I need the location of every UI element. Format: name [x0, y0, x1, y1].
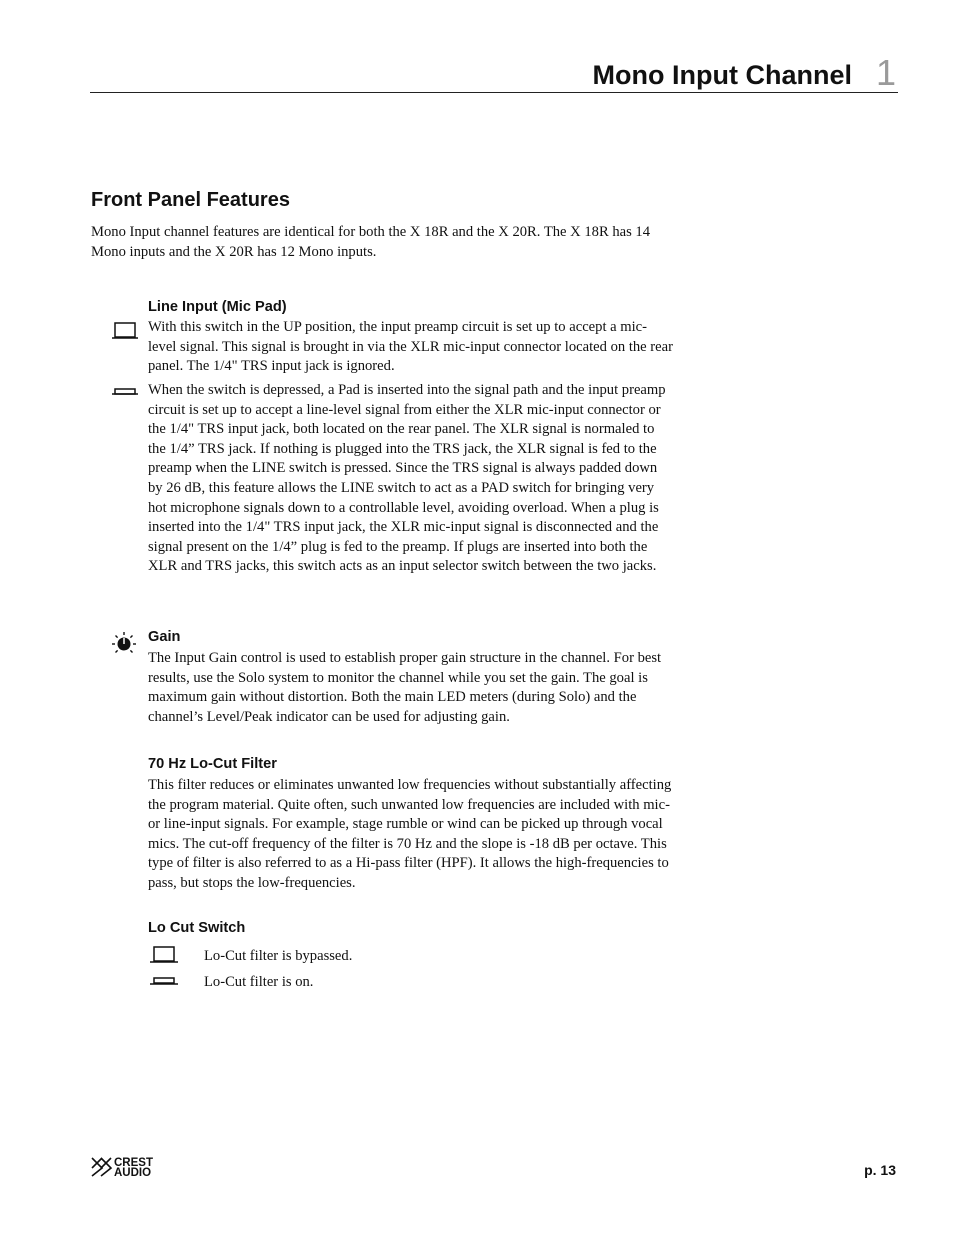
header-divider	[90, 92, 898, 93]
section-title: Front Panel Features	[91, 189, 290, 211]
locut-on-text: Lo-Cut filter is on.	[204, 974, 314, 990]
gain-text: The Input Gain control is used to establish proper gain structure in the channel. For best results, use the Solo system to monitor the channel while you set the gain. The goal is maximum gain without distortion. Both the main LED meters (during Solo) and the channel’s Level/Peak indicator can be used for adjusting gain.	[148, 650, 662, 725]
logo-text-crest: CREST	[114, 1157, 153, 1169]
gain-heading: Gain	[148, 629, 181, 645]
locut-switch-heading: Lo Cut Switch	[148, 920, 246, 936]
line-input-heading: Line Input (Mic Pad)	[148, 299, 287, 315]
logo-text-audio: AUDIO	[114, 1167, 152, 1179]
chapter-number: 1	[875, 52, 896, 93]
switch-up-icon	[149, 945, 179, 965]
page-number: p. 13	[864, 1162, 896, 1178]
switch-down-icon	[149, 975, 179, 989]
switch-down-icon	[111, 384, 139, 398]
chapter-title: Mono Input Channel	[592, 60, 852, 90]
line-input-up-text: With this switch in the UP position, the input preamp circuit is set up to accept a mic-level signal. This signal is brought in via the XLR mic-input connector located on the rear panel. The 1/4" TRS input jack is ignored.	[148, 319, 673, 375]
locut-filter-heading: 70 Hz Lo-Cut Filter	[148, 756, 277, 772]
line-input-down-text: When the switch is depressed, a Pad is inserted into the signal path and the input preamp circuit is set up to accept a line-level signal from either the XLR mic-input connector or the 1/4" TRS input jack, both located on the rear panel. The XLR signal is normaled to the 1/4” TRS jack. If nothing is plugged into the TRS jack, the XLR signal is fed to the preamp when the LINE switch is pressed. Since the TRS signal is always padded down by 26 dB, this feature allows the LINE switch to act as a PAD switch for bringing very hot microphone signals down to a controllable level, avoiding overload. When a plug is inserted into the 1/4" TRS input jack, the XLR mic-input signal is disconnected and the signal present on the 1/4” plug is fed to the preamp. If plugs are inserted into both the XLR and TRS jacks, this switch acts as an input selector switch between the two jacks.	[148, 382, 666, 575]
section-intro: Mono Input channel features are identical for both the X 18R and the X 20R. The X 18R has 14 Mono inputs and the X 20R has 12 Mono inputs.	[91, 224, 651, 260]
crest-audio-logo	[90, 1155, 182, 1179]
locut-bypassed-text: Lo-Cut filter is bypassed.	[204, 948, 353, 964]
gain-knob-icon	[111, 631, 137, 655]
switch-up-icon	[111, 321, 139, 341]
locut-filter-text: This filter reduces or eliminates unwanted low frequencies without substantially affecting the program material. Quite often, such unwanted low frequencies are included with mic- or line-input signals. For example, stage rumble or wind can be picked up through vocal mics. The cut-off frequency of the filter is 70 Hz and the slope is -18 dB per octave. This type of filter is also referred to as a Hi-pass filter (HPF). It allows the high-frequencies to pass, but stops the low-frequencies.	[148, 777, 672, 891]
